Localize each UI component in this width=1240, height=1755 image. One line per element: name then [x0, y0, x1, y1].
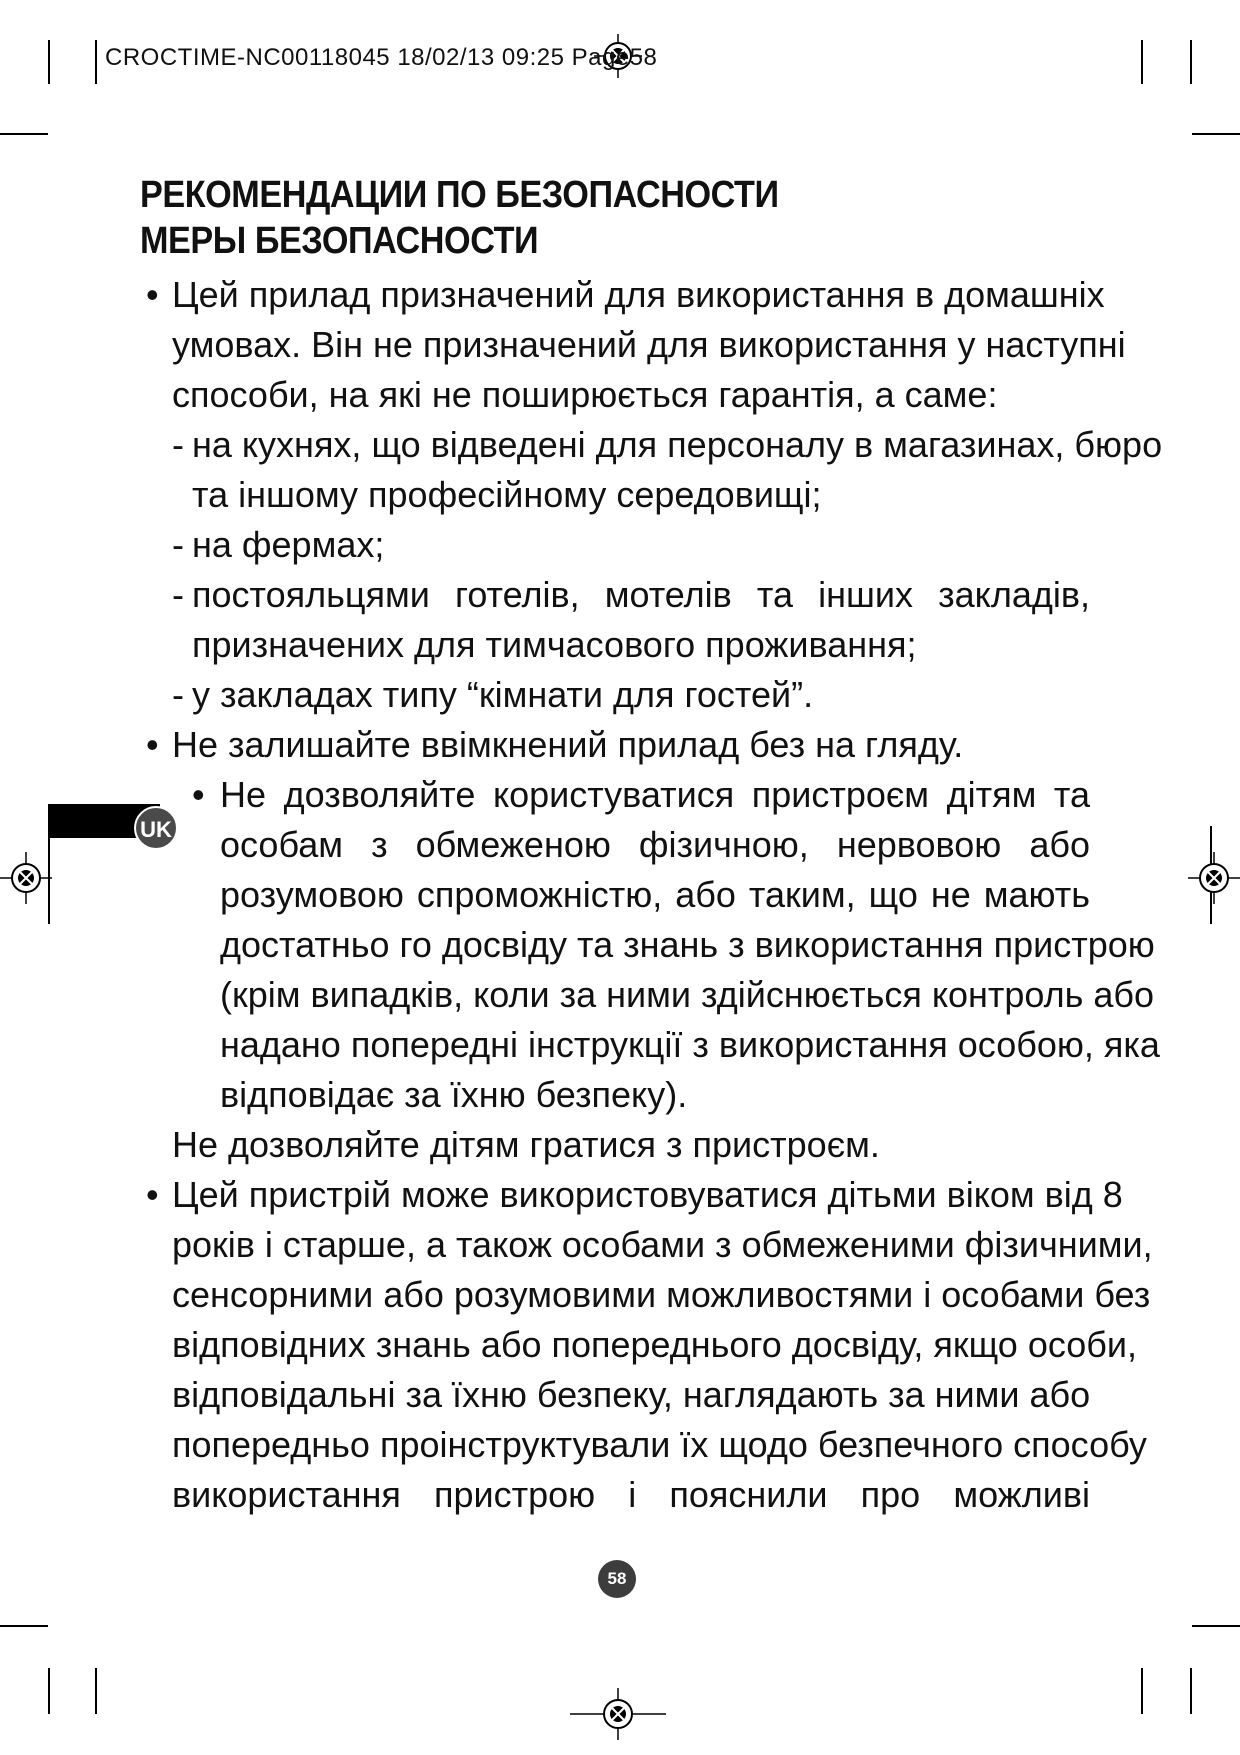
paragraph-line: призначених для тимчасового проживання;	[192, 624, 917, 665]
list-item	[140, 270, 1105, 320]
language-badge: UK	[134, 806, 178, 850]
paragraph-line: Не дозволяйте користуватися пристроєм дітям та	[220, 774, 1090, 815]
section-title: РЕКОМЕНДАЦИИ ПО БЕЗОПАСНОСТИ	[140, 174, 779, 216]
paragraph-line: на фермах;	[192, 524, 385, 565]
list-item-continuation	[140, 970, 1155, 1020]
list-item-continuation	[140, 1370, 1090, 1420]
list-item	[140, 770, 1090, 820]
crop-mark	[1141, 1668, 1143, 1714]
paragraph-line: використання пристрою і пояснили про можливі	[172, 1474, 1090, 1515]
list-item-continuation	[140, 820, 1090, 870]
dash-marker: -	[172, 424, 184, 465]
crop-mark	[1192, 1625, 1240, 1627]
paragraph-line: особам з обмеженою фізичною, нервовою або	[220, 824, 1090, 865]
section-subtitle: МЕРЫ БЕЗОПАСНОСТИ	[140, 220, 539, 262]
safety-instructions	[140, 270, 1163, 1520]
paragraph-line: Не дозволяйте дітям гратися з пристроєм.	[172, 1124, 880, 1165]
list-item-continuation	[140, 1320, 1138, 1370]
list-item	[140, 1170, 1123, 1220]
dash-marker: -	[172, 674, 184, 715]
list-item-continuation	[140, 370, 1090, 420]
bullet-marker: •	[192, 774, 205, 815]
list-item	[140, 720, 1090, 770]
registration-mark-icon	[1188, 852, 1240, 904]
crop-mark	[48, 40, 50, 84]
safety-section	[140, 172, 1163, 1520]
paragraph-line: умовах. Він не призначений для використання у наступні	[172, 324, 1126, 365]
crop-mark	[1190, 40, 1192, 84]
bullet-marker: •	[146, 1174, 159, 1215]
paragraph-line: відповідає за їхню безпеку).	[220, 1074, 688, 1115]
sub-list-item	[140, 670, 1090, 720]
paragraph	[140, 1120, 1090, 1170]
paragraph-line: відповідальні за їхню безпеку, наглядають за ними або	[172, 1374, 1091, 1415]
paragraph-line: сенсорними або розумовими можливостями і особами без	[172, 1274, 1151, 1315]
paragraph-line: Цей прилад призначений для використання в домашніх	[172, 274, 1105, 315]
sub-list-item-continuation	[140, 470, 1090, 520]
sub-list-item-continuation	[140, 620, 1090, 670]
list-item-continuation	[140, 320, 1126, 370]
list-item-continuation	[140, 920, 1155, 970]
paragraph-line: та іншому професійному середовищі;	[192, 474, 822, 515]
crop-mark	[1192, 133, 1240, 135]
list-item-continuation	[140, 1070, 1090, 1120]
sub-list-item	[140, 420, 1163, 470]
crop-mark	[0, 133, 48, 135]
paragraph-line: способи, на які не поширюється гарантія, а саме:	[172, 374, 998, 415]
crop-mark	[95, 40, 97, 84]
dash-marker: -	[172, 524, 184, 565]
paragraph-line: Цей пристрій може використовуватися дітьми віком від 8	[172, 1174, 1123, 1215]
paragraph-line: (крім випадків, коли за ними здійснюється контроль або	[220, 974, 1155, 1015]
paragraph-line: у закладах типу “кімнати для гостей”.	[192, 674, 814, 715]
paragraph-line: надано попередні інструкції з використання особою, яка	[220, 1024, 1160, 1065]
list-item-continuation	[140, 1470, 1090, 1520]
paragraph-line: на кухнях, що відведені для персоналу в магазинах, бюро	[192, 424, 1163, 465]
crop-mark	[0, 1625, 48, 1627]
paragraph-line: Не залишайте ввімкнений прилад без на гляду.	[172, 724, 964, 765]
paragraph-line: розумовою спроможністю, або таким, що не мають	[220, 874, 1090, 915]
sub-list-item	[140, 520, 1090, 570]
paragraph-line: попередньо проінструктували їх щодо безпечного способу	[172, 1424, 1147, 1465]
crop-mark	[48, 1668, 50, 1714]
paragraph-line: років і старше, а також особами з обмеженими фізичними,	[172, 1224, 1153, 1265]
print-slug: CROCTIME-NC00118045 18/02/13 09:25 Page58	[105, 44, 658, 71]
crop-mark	[1141, 40, 1143, 84]
sub-list-item	[140, 570, 1090, 620]
bullet-marker: •	[146, 724, 159, 765]
paragraph-line: достатньо го досвіду та знань з використання пристрою	[220, 924, 1155, 965]
crop-mark	[95, 1668, 97, 1714]
dash-marker: -	[172, 574, 184, 615]
paragraph-line: відповідних знань або попереднього досвіду, якщо особи,	[172, 1324, 1138, 1365]
list-item-continuation	[140, 1020, 1160, 1070]
crop-mark	[1190, 1668, 1192, 1714]
list-item-continuation	[140, 1220, 1153, 1270]
paragraph-line: постояльцями готелів, мотелів та інших закладів,	[192, 574, 1090, 615]
list-item-continuation	[140, 1420, 1147, 1470]
list-item-continuation	[140, 1270, 1151, 1320]
list-item-continuation	[140, 870, 1090, 920]
registration-mark-icon	[570, 1688, 666, 1740]
page-number: 58	[598, 1560, 636, 1598]
registration-mark-icon	[0, 852, 52, 904]
bullet-marker: •	[146, 274, 159, 315]
